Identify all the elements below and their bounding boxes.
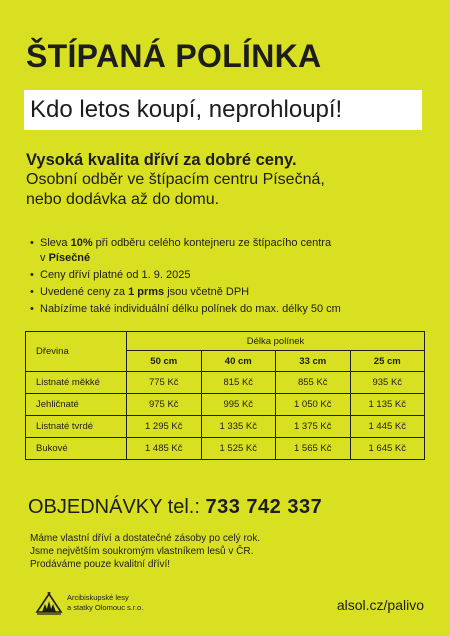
bullet-text: Nabízíme také individuální délku polínek do max. délky 50 cm (40, 303, 341, 315)
bullet-text: jsou včetně DPH (164, 286, 250, 298)
headline: ŠTÍPANÁ POLÍNKA (26, 38, 322, 74)
lead-line-3: nebo dodávka až do domu. (26, 191, 220, 208)
length-column-header: 40 cm (201, 351, 276, 372)
bullet-validity (30, 268, 430, 283)
length-column-header: 50 cm (127, 351, 202, 372)
species-header: Dřevina (26, 332, 127, 372)
length-column-header: 25 cm (350, 351, 425, 372)
price-cell: 1 645 Kč (350, 438, 425, 460)
order-phone[interactable]: 733 742 337 (205, 496, 323, 518)
table-header-row (26, 332, 425, 351)
logo-line-2: a statky Olomouc s.r.o. (67, 603, 144, 612)
price-cell: 1 335 Kč (201, 416, 276, 438)
bullet-bold: 10% (70, 237, 93, 249)
bullet-text: Uvedené ceny za (40, 286, 129, 298)
length-column-header: 33 cm (276, 351, 351, 372)
price-cell: 975 Kč (127, 394, 202, 416)
slogan: Kdo letos koupí, neprohloupí! (30, 96, 343, 123)
species-name: Bukové (26, 438, 127, 460)
info-line: Prodáváme pouze kvalitní dříví! (30, 559, 171, 570)
bullet-text: při odběru celého kontejneru ze štípacího centra (92, 237, 332, 249)
species-name: Listnaté tvrdé (26, 416, 127, 438)
info-line: Jsme největším soukromým vlastníkem lesů v ČR. (30, 546, 254, 557)
logo-line-1: Arcibiskupské lesy (67, 593, 129, 602)
bullet-list (30, 236, 430, 319)
slogan-box (24, 90, 422, 130)
table-row (26, 438, 425, 460)
order-line (28, 495, 322, 519)
species-name: Jehličnaté (26, 394, 127, 416)
price-table (25, 331, 425, 460)
price-cell: 995 Kč (201, 394, 276, 416)
website-link[interactable]: alsol.cz/palivo (336, 597, 424, 613)
price-cell: 1 135 Kč (350, 394, 425, 416)
price-cell: 1 525 Kč (201, 438, 276, 460)
lead-bold-line: Vysoká kvalita dříví za dobré ceny. (26, 151, 297, 169)
bullet-bold: Písečné (48, 252, 91, 264)
price-cell: 1 050 Kč (276, 394, 351, 416)
bullet-discount (30, 236, 430, 266)
bullet-bold: 1 prms (128, 286, 165, 298)
forest-logo-icon (35, 590, 63, 616)
length-header: Délka polínek (127, 332, 425, 351)
price-cell: 855 Kč (276, 372, 351, 394)
order-label: OBJEDNÁVKY tel.: (28, 496, 206, 518)
price-cell: 815 Kč (201, 372, 276, 394)
bullet-vat (30, 285, 430, 300)
table-row (26, 394, 425, 416)
lead-text (26, 150, 426, 210)
price-cell: 1 445 Kč (350, 416, 425, 438)
bullet-text: v (40, 252, 49, 264)
info-line: Máme vlastní dříví a dostatečné zásoby po celý rok. (30, 533, 261, 544)
price-cell: 1 565 Kč (276, 438, 351, 460)
price-cell: 775 Kč (127, 372, 202, 394)
price-cell: 1 485 Kč (127, 438, 202, 460)
price-cell: 935 Kč (350, 372, 425, 394)
price-cell: 1 295 Kč (127, 416, 202, 438)
company-logo (35, 590, 143, 616)
table-row (26, 416, 425, 438)
bullet-text: Ceny dříví platné od 1. 9. 2025 (40, 269, 191, 281)
logo-text (67, 593, 143, 613)
price-cell: 1 375 Kč (276, 416, 351, 438)
info-text (30, 532, 430, 571)
bullet-text: Sleva (40, 237, 71, 249)
table-row (26, 372, 425, 394)
bullet-custom-length (30, 302, 430, 317)
species-name: Listnaté měkké (26, 372, 127, 394)
lead-line-2: Osobní odběr ve štípacím centru Písečná, (26, 171, 325, 188)
